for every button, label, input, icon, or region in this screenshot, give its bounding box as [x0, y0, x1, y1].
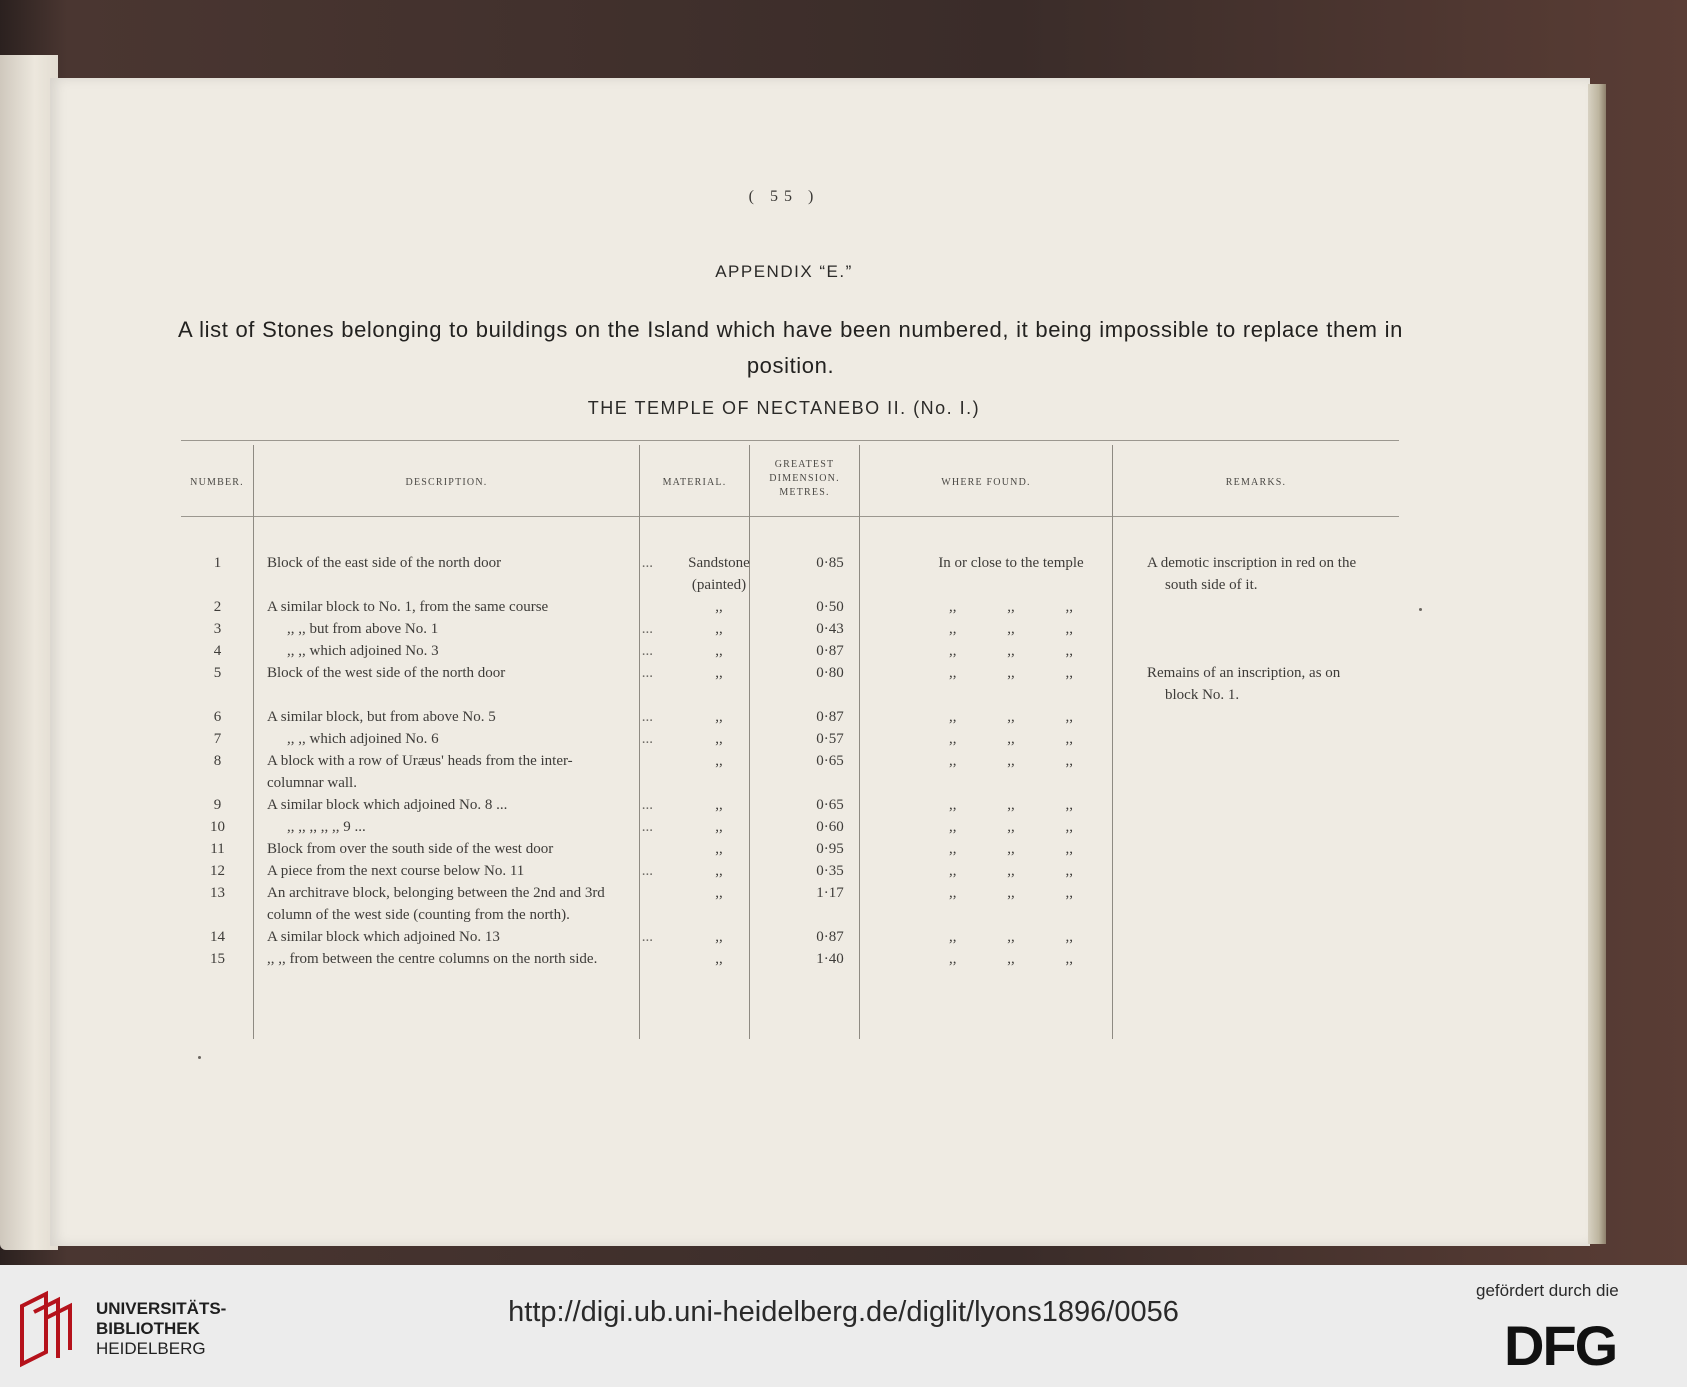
description-text: A block with a row of Uræus' heads from the inter-columnar wall. [267, 753, 573, 791]
library-name-line: UNIVERSITÄTS- [96, 1299, 227, 1318]
row-description [257, 552, 663, 596]
row-where-found [885, 838, 1137, 860]
row-dimension: 0·43 [816, 621, 844, 637]
ditto-mark: ,, [1007, 665, 1015, 681]
row-number: 15 [210, 951, 225, 967]
table-top-rule [181, 440, 1399, 441]
ditto-mark: ,, [1065, 731, 1073, 747]
row-number: 13 [210, 885, 225, 901]
ditto-mark: ,, [949, 731, 957, 747]
leader-dots: ... [641, 819, 653, 835]
paper-speck [198, 1056, 201, 1059]
row-where-found [885, 926, 1137, 948]
dfg-logo: DFG [1504, 1314, 1617, 1377]
row-description [257, 596, 663, 618]
remark-text: Remains of an inscription, as on [1147, 665, 1341, 681]
description-text: ,, ,, ,, ,, ,, 9 ... [287, 819, 366, 835]
table-row [178, 552, 1433, 596]
ditto-mark: ,, [1007, 599, 1015, 615]
row-where-found [885, 640, 1137, 662]
description-text: Block of the west side of the north door [267, 665, 506, 681]
row-material: ,, [715, 709, 723, 725]
header-where-found: WHERE FOUND. [941, 477, 1031, 488]
row-material: ,, [715, 621, 723, 637]
row-number: 5 [213, 665, 222, 681]
description-text: A similar block to No. 1, from the same course [267, 599, 549, 615]
description-text: ,, ,, but from above No. 1 [287, 621, 439, 637]
paper-speck [1419, 608, 1422, 611]
library-name-line: HEIDELBERG [96, 1339, 206, 1358]
remark-text-continued: block No. 1. [1165, 687, 1240, 703]
row-material: ,, [715, 599, 723, 615]
row-dimension: 0·50 [816, 599, 844, 615]
permalink-url[interactable]: http://digi.ub.uni-heidelberg.de/diglit/lyons1896/0056 [508, 1296, 1179, 1328]
ditto-mark: ,, [949, 621, 957, 637]
row-number: 1 [213, 555, 222, 571]
ditto-mark: ,, [949, 753, 957, 769]
row-description [257, 618, 663, 640]
row-description [257, 948, 663, 970]
description-text: A similar block which adjoined No. 8 ... [267, 797, 508, 813]
remark-text-continued: south side of it. [1165, 577, 1258, 593]
ditto-mark: ,, [1065, 863, 1073, 879]
leader-dots [629, 750, 653, 794]
row-number: 2 [213, 599, 222, 615]
description-text: ,, ,, from between the centre columns on the north side. [267, 951, 598, 967]
row-dimension: 0·80 [816, 665, 844, 681]
ditto-mark: ,, [949, 797, 957, 813]
description-text: A similar block which adjoined No. 13 [267, 929, 500, 945]
stones-table [178, 552, 1433, 970]
remark-text: A demotic inscription in red on the [1147, 555, 1357, 571]
row-description [257, 816, 663, 838]
description-text: An architrave block, belonging between the 2nd and 3rd column of the west side (counting from the north). [267, 885, 605, 923]
description-text: A similar block, but from above No. 5 [267, 709, 496, 725]
ditto-mark: ,, [949, 841, 957, 857]
header-material: MATERIAL. [662, 477, 727, 488]
row-where-found [885, 860, 1137, 882]
ditto-mark: ,, [1065, 621, 1073, 637]
leader-dots [629, 948, 653, 970]
ditto-mark: ,, [1065, 643, 1073, 659]
row-material: ,, [715, 819, 723, 835]
row-dimension: 0·87 [816, 709, 844, 725]
row-where-found [885, 794, 1137, 816]
row-description [257, 728, 663, 750]
row-dimension: 1·40 [816, 951, 844, 967]
ditto-mark: ,, [1065, 797, 1073, 813]
row-description [257, 794, 663, 816]
row-number: 12 [210, 863, 225, 879]
leader-dots: ... [641, 731, 653, 747]
leader-dots [629, 596, 653, 618]
row-dimension: 0·95 [816, 841, 844, 857]
row-dimension: 1·17 [816, 885, 844, 901]
ditto-mark: ,, [1065, 599, 1073, 615]
row-number: 14 [210, 929, 225, 945]
row-description [257, 860, 663, 882]
ditto-mark: ,, [949, 951, 957, 967]
row-where-found [885, 662, 1137, 684]
ditto-mark: ,, [1007, 731, 1015, 747]
page-heading: A list of Stones belonging to buildings on the Island which have been numbered, it being impossible to replace them in position. [178, 317, 1403, 378]
ditto-mark: ,, [1007, 929, 1015, 945]
description-text: Block of the east side of the north door [267, 555, 502, 571]
ditto-mark: ,, [1007, 951, 1015, 967]
row-material: ,, [715, 797, 723, 813]
row-where-found [885, 684, 1137, 728]
ditto-mark: ,, [949, 885, 957, 901]
header-remarks: REMARKS. [1225, 477, 1287, 488]
row-number: 8 [213, 753, 222, 769]
ditto-mark: ,, [1007, 797, 1015, 813]
ditto-mark: ,, [1007, 621, 1015, 637]
ditto-mark: ,, [1065, 929, 1073, 945]
row-dimension: 0·60 [816, 819, 844, 835]
row-description [257, 882, 663, 926]
row-material: ,, [715, 951, 723, 967]
ditto-mark: ,, [1065, 951, 1073, 967]
row-description [257, 926, 663, 948]
row-material: ,, [715, 885, 723, 901]
page-stack-edge [1588, 84, 1606, 1244]
row-description [257, 684, 663, 728]
row-description [257, 640, 663, 662]
ditto-mark: ,, [1065, 841, 1073, 857]
leader-dots: ... [641, 643, 653, 659]
row-dimension: 0·87 [816, 643, 844, 659]
row-dimension: 0·85 [816, 555, 844, 571]
row-material: Sandstone (painted) [688, 555, 750, 593]
appendix-title: APPENDIX “E.” [715, 262, 853, 281]
ditto-mark: ,, [1007, 863, 1015, 879]
row-material: ,, [715, 863, 723, 879]
funding-label: gefördert durch die [1476, 1281, 1619, 1300]
table-row [178, 662, 1433, 684]
header-description: DESCRIPTION. [405, 477, 488, 488]
description-text: ,, ,, which adjoined No. 6 [287, 731, 439, 747]
row-where-found: In or close to the temple [938, 555, 1084, 571]
ditto-mark: ,, [1065, 665, 1073, 681]
leader-dots: ... [641, 797, 653, 813]
row-dimension: 0·65 [816, 797, 844, 813]
row-number: 7 [213, 731, 222, 747]
leader-dots [629, 882, 653, 926]
leader-dots: ... [641, 863, 653, 879]
leader-dots: ... [641, 929, 653, 945]
ditto-mark: ,, [1065, 709, 1073, 725]
row-where-found [885, 750, 1137, 794]
row-number: 3 [213, 621, 222, 637]
row-dimension: 0·87 [816, 929, 844, 945]
row-description [257, 838, 663, 860]
leader-dots: ... [641, 709, 653, 725]
ditto-mark: ,, [949, 819, 957, 835]
row-description [257, 750, 663, 794]
row-number: 10 [210, 819, 225, 835]
ditto-mark: ,, [1007, 841, 1015, 857]
header-dimension-line-2: DIMENSION. [769, 473, 840, 484]
row-remark [1137, 662, 1433, 970]
ditto-mark: ,, [1065, 753, 1073, 769]
row-number: 4 [213, 643, 222, 659]
row-number: 9 [213, 797, 222, 813]
library-name-line: BIBLIOTHEK [96, 1319, 200, 1338]
row-dimension: 0·35 [816, 863, 844, 879]
ditto-mark: ,, [949, 599, 957, 615]
page-number: ( 55 ) [748, 188, 820, 205]
ditto-mark: ,, [1007, 643, 1015, 659]
ditto-mark: ,, [1007, 819, 1015, 835]
ditto-mark: ,, [1065, 819, 1073, 835]
ditto-mark: ,, [1065, 885, 1073, 901]
row-material: ,, [715, 753, 723, 769]
ditto-mark: ,, [949, 863, 957, 879]
row-remark [1137, 552, 1433, 662]
row-where-found [885, 728, 1137, 750]
leader-dots: ... [641, 555, 653, 571]
description-text: Block from over the south side of the west door [267, 841, 554, 857]
row-material: ,, [715, 643, 723, 659]
row-where-found [885, 948, 1137, 970]
row-dimension: 0·65 [816, 753, 844, 769]
header-dimension-line-3: METRES. [779, 487, 830, 498]
leader-dots: ... [641, 665, 653, 681]
row-material: ,, [715, 841, 723, 857]
table-header-rule [181, 516, 1399, 517]
row-dimension: 0·57 [816, 731, 844, 747]
leader-dots [629, 838, 653, 860]
row-material: ,, [715, 665, 723, 681]
row-description [257, 662, 663, 684]
temple-title: THE TEMPLE OF NECTANEBO II. (No. I.) [587, 398, 981, 418]
ditto-mark: ,, [949, 709, 957, 725]
ditto-mark: ,, [1007, 753, 1015, 769]
ditto-mark: ,, [1007, 709, 1015, 725]
row-material: ,, [715, 731, 723, 747]
description-text: A piece from the next course below No. 11 [267, 863, 525, 879]
ditto-mark: ,, [949, 929, 957, 945]
leader-dots: ... [641, 621, 653, 637]
header-number: NUMBER. [190, 477, 244, 488]
row-number: 11 [210, 841, 225, 857]
row-where-found [885, 816, 1137, 838]
row-number: 6 [213, 709, 222, 725]
header-dimension-line-1: GREATEST [774, 459, 835, 470]
row-where-found [885, 882, 1137, 926]
ditto-mark: ,, [949, 643, 957, 659]
ditto-mark: ,, [949, 665, 957, 681]
row-where-found [885, 596, 1137, 618]
ditto-mark: ,, [1007, 885, 1015, 901]
row-material: ,, [715, 929, 723, 945]
row-where-found [885, 618, 1137, 640]
description-text: ,, ,, which adjoined No. 3 [287, 643, 439, 659]
